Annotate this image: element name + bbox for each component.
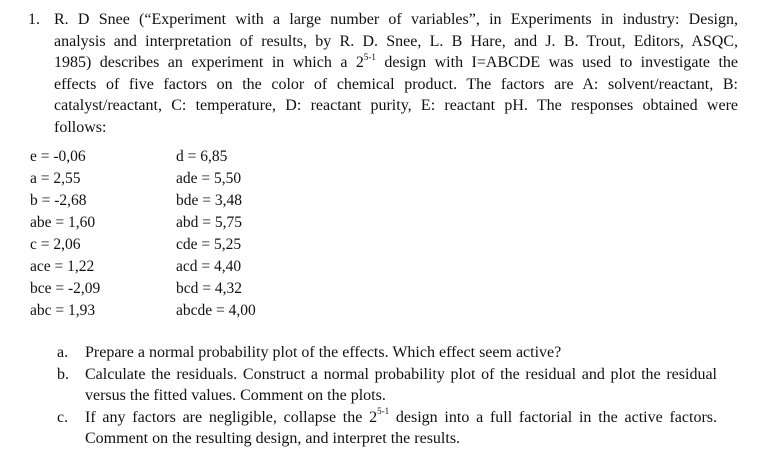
question-b-text — [85, 364, 717, 407]
response-item: e = -0,06 — [30, 148, 86, 165]
response-item: cde = 5,25 — [176, 236, 242, 253]
question-c-label: c. — [57, 408, 69, 426]
question-a — [57, 342, 717, 364]
question-b-line-2: versus the fitted values. Comment on the plots. — [85, 387, 386, 404]
question-b — [57, 364, 717, 407]
response-item: abcde = 4,00 — [176, 302, 256, 319]
statement-line-6: follows: — [54, 118, 107, 136]
response-item: ace = 1,22 — [30, 258, 95, 275]
design-exponent: 5-1 — [363, 51, 376, 62]
question-a-line-1: Prepare a normal probability plot of the effects. Which effect seem active? — [85, 344, 562, 361]
responses-left-column — [30, 146, 180, 322]
statement-line-4: effects of five factors on the color of chemical product. The factors are A: solvent/reactant, B: — [54, 75, 738, 93]
response-item: bcd = 4,32 — [176, 280, 242, 297]
question-c-text — [85, 407, 717, 450]
statement-line-3a: 1985) describes an experiment in which a 2 — [54, 54, 364, 71]
question-c-line-1 — [85, 407, 717, 429]
response-item: bde = 3,48 — [176, 192, 242, 209]
statement-line-3 — [54, 52, 738, 74]
question-c-line-2: Comment on the resulting design, and interpret the results. — [85, 430, 461, 447]
problem-number: 1. — [28, 11, 40, 28]
response-item: d = 6,85 — [176, 148, 228, 165]
question-c — [57, 407, 717, 450]
question-a-label: a. — [57, 344, 69, 361]
response-item: a = 2,55 — [30, 170, 81, 187]
sub-questions — [57, 342, 717, 450]
statement-line-2: analysis and interpretation of results, by R. D. Snee, L. B Hare, and J. B. Trout, Editors, ASQC, — [54, 32, 738, 50]
question-c-exponent: 5-1 — [377, 406, 390, 417]
response-item: c = 2,06 — [30, 236, 81, 253]
response-item: abc = 1,93 — [30, 302, 96, 319]
statement-line-3b: design with I=ABCDE was used to investigate the — [375, 54, 739, 71]
question-b-label: b. — [57, 365, 69, 383]
statement-line-1: R. D Snee (“Experiment with a large number of variables”, in Experiments in industry: Design, — [54, 11, 738, 28]
question-c-line-1b: design into a full factorial in the active factors. — [389, 408, 717, 426]
response-item: abd = 5,75 — [176, 214, 242, 231]
response-item: abe = 1,60 — [30, 214, 96, 231]
question-a-text — [85, 342, 717, 364]
responses-right-column — [176, 146, 326, 322]
response-item: b = -2,68 — [30, 192, 87, 209]
problem-statement — [54, 9, 738, 138]
question-c-line-1a: If any factors are negligible, collapse the 2 — [85, 408, 378, 426]
response-item: acd = 4,40 — [176, 258, 242, 275]
question-b-line-1: Calculate the residuals. Construct a normal probability plot of the residual and plot the residual — [85, 365, 717, 383]
response-item: ade = 5,50 — [176, 170, 242, 187]
statement-line-5: catalyst/reactant, C: temperature, D: reactant purity, E: reactant pH. The responses obtained were — [54, 97, 738, 114]
response-item: bce = -2,09 — [30, 280, 101, 297]
